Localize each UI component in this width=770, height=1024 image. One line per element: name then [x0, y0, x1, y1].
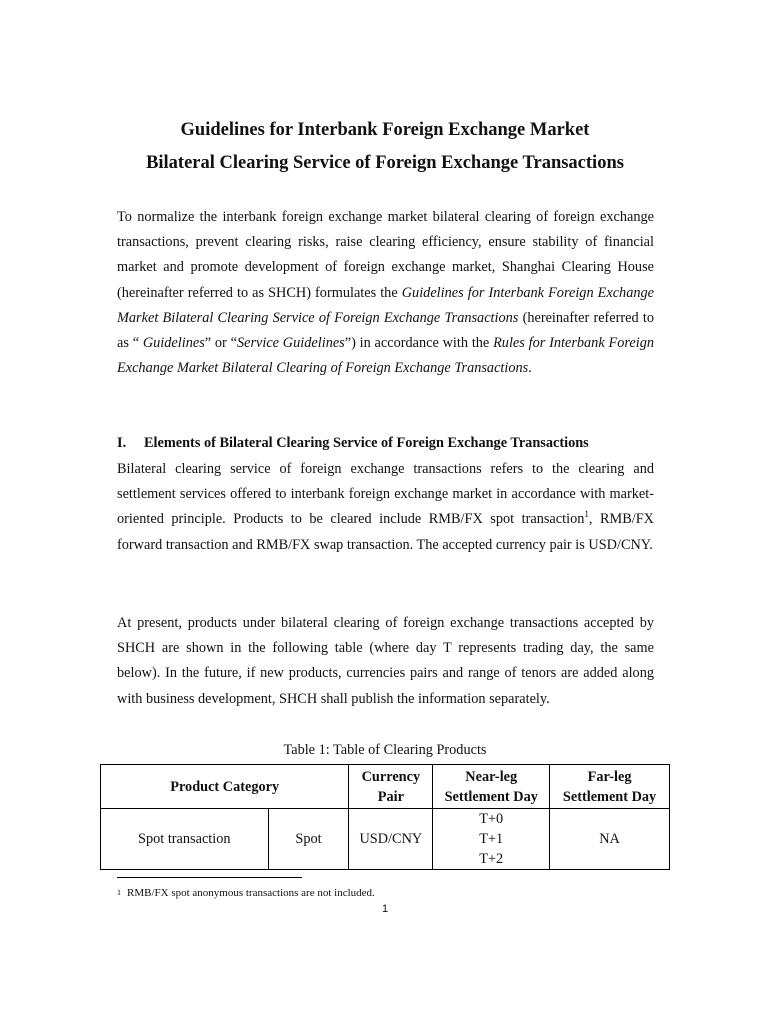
intro-paragraph [117, 205, 654, 381]
intro-text-2: (hereinafter referred to as “ [117, 309, 654, 352]
section-heading [117, 433, 677, 453]
footnote-reference[interactable]: 1 [584, 509, 589, 520]
document-title-line-1: Guidelines for Interbank Foreign Exchange Market [180, 120, 590, 140]
definition-paragraph [117, 457, 654, 558]
footnote-marker: 1 [117, 888, 121, 897]
intro-text-5: . [528, 360, 532, 377]
header-far-leg-settlement-day: Far-leg Settlement Day [550, 765, 670, 809]
intro-text-3: ” or “ [204, 335, 237, 352]
table-header-row [101, 765, 670, 809]
cell-product: Spot [268, 809, 349, 870]
intro-italic-rules-title: Rules for Interbank Foreign Exchange Market Bilateral Clearing of Foreign Exchange Transactions [117, 335, 654, 377]
document-title-line-2: Bilateral Clearing Service of Foreign Exchange Transactions [146, 153, 624, 173]
intro-text-1: To normalize the interbank foreign exchange market bilateral clearing of foreign exchange transactions, prevent clearing risks, raise clearing efficiency, ensure stability of financial market and promote development of foreign exchange market, Shanghai Clearing House (hereinafter referred to as SHCH) formulates the [117, 209, 654, 301]
header-product-category: Product Category [101, 765, 349, 809]
products-paragraph: At present, products under bilateral clearing of foreign exchange transactions accepted by SHCH are shown in the following table (where day T represents trading day, the same below). In the future, if new products, currencies pairs and range of tenors are added along with business development, SHCH shall publish the information separately. [117, 615, 654, 707]
intro-italic-service-guidelines: Service Guidelines [236, 335, 345, 352]
definition-text-1: Bilateral clearing service of foreign exchange transactions refers to the clearing and settlement services offered to interbank foreign exchange market in accordance with market-oriented principle. Products to be cleared include RMB/FX spot transaction [117, 461, 654, 528]
clearing-products-table [100, 764, 670, 870]
near-leg-tenor: T+1 [479, 831, 504, 847]
page-number: 1 [381, 903, 389, 915]
definition-text-2: , RMB/FX forward transaction and RMB/FX swap transaction. The accepted currency pair is USD/CNY. [117, 511, 654, 553]
table-caption: Table 1: Table of Clearing Products [283, 742, 487, 758]
footnote-separator [117, 877, 302, 878]
intro-italic-guidelines-full-title: Guidelines for Interbank Foreign Exchange Market Bilateral Clearing Service of Foreign Exchange Transactions [117, 284, 655, 326]
cell-currency-pair: USD/CNY [349, 809, 433, 870]
section-title: Elements of Bilateral Clearing Service of Foreign Exchange Transactions [144, 435, 589, 451]
intro-italic-guidelines: Guidelines [142, 335, 205, 352]
near-leg-tenor: T+2 [479, 851, 504, 867]
section-number: I. [117, 435, 127, 451]
cell-product-category: Spot transaction [101, 809, 269, 870]
cell-near-leg-settlement-day [433, 809, 550, 870]
cell-far-leg-settlement-day: NA [550, 809, 670, 870]
near-leg-tenor: T+0 [479, 811, 504, 827]
footnote-text: RMB/FX spot anonymous transactions are not included. [127, 887, 375, 899]
intro-text-4: ”) in accordance with the [344, 335, 494, 352]
table-row [101, 809, 670, 870]
header-currency-pair: Currency Pair [349, 765, 433, 809]
header-near-leg-settlement-day: Near-leg Settlement Day [433, 765, 550, 809]
footnote [117, 886, 375, 900]
